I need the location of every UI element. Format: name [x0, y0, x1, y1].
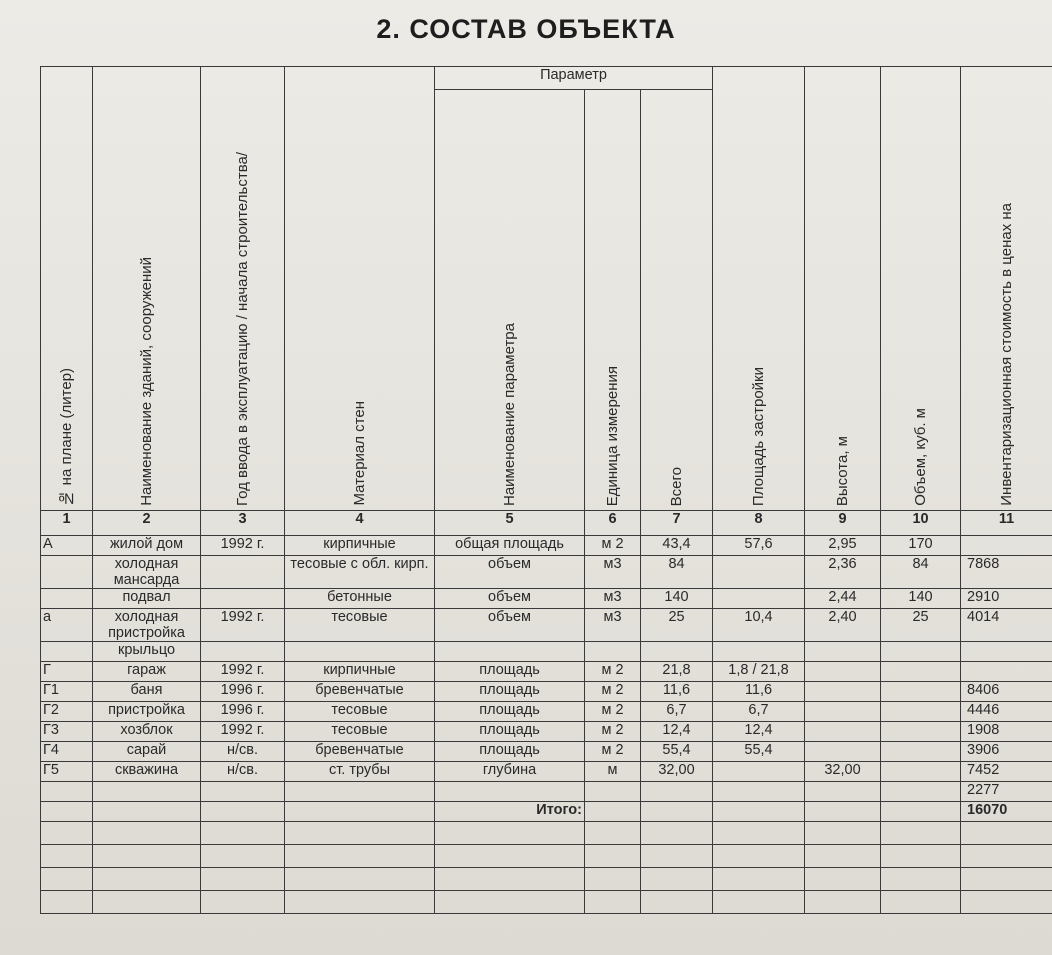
table-row — [41, 536, 1052, 556]
table-cell: 12,4 — [641, 722, 713, 742]
table-cell: 2,44 — [805, 589, 881, 609]
table-cell: н/св. — [201, 742, 285, 762]
table-row — [41, 556, 1052, 589]
header-year: Год ввода в эксплуатацию / начала строительства/ — [201, 67, 285, 511]
table-cell — [881, 702, 961, 722]
table-cell: м 2 — [585, 742, 641, 762]
table-cell: 21,8 — [641, 662, 713, 682]
table-cell: 11,6 — [713, 682, 805, 702]
table-cell — [961, 536, 1052, 556]
total-value: 16070 — [961, 802, 1052, 822]
empty-row — [41, 845, 1052, 868]
table-cell: тесовые — [285, 609, 435, 642]
table-cell: 1992 г. — [201, 536, 285, 556]
header-building-name: Наименование зданий, сооружений — [93, 67, 201, 511]
table-cell: а — [41, 609, 93, 642]
table-cell: м 2 — [585, 682, 641, 702]
table-cell: объем — [435, 589, 585, 609]
header-height: Высота, м — [805, 67, 881, 511]
table-cell: 2,95 — [805, 536, 881, 556]
table-cell: А — [41, 536, 93, 556]
table-cell: площадь — [435, 722, 585, 742]
table-cell: м 2 — [585, 662, 641, 682]
table-row — [41, 682, 1052, 702]
table-cell: 55,4 — [641, 742, 713, 762]
table-cell: 3906 — [961, 742, 1052, 762]
table-row — [41, 662, 1052, 682]
table-cell — [961, 662, 1052, 682]
table-cell: Г — [41, 662, 93, 682]
table-cell: 2,36 — [805, 556, 881, 589]
table-cell: площадь — [435, 682, 585, 702]
total-label: Итого: — [435, 802, 585, 822]
table-cell — [881, 762, 961, 782]
table-cell: м3 — [585, 609, 641, 642]
header-built-area: Площадь застройки — [713, 67, 805, 511]
header-inventory-cost: Инвентаризационная стоимость в ценах на — [961, 67, 1052, 511]
table-cell — [881, 682, 961, 702]
table-cell: 57,6 — [713, 536, 805, 556]
table-cell: пристройка — [93, 702, 201, 722]
table-cell: 170 — [881, 536, 961, 556]
table-cell — [201, 589, 285, 609]
table-cell: 84 — [641, 556, 713, 589]
table-cell: 7868 — [961, 556, 1052, 589]
table-row — [41, 609, 1052, 642]
table-cell — [881, 782, 961, 802]
table-cell: 1992 г. — [201, 662, 285, 682]
table-cell: баня — [93, 682, 201, 702]
table-cell: бревенчатые — [285, 682, 435, 702]
table-cell — [805, 642, 881, 662]
table-cell — [805, 722, 881, 742]
table-row — [41, 782, 1052, 802]
table-cell: Г3 — [41, 722, 93, 742]
object-composition-table — [40, 66, 1052, 914]
table-cell: 84 — [881, 556, 961, 589]
table-cell: холодная пристройка — [93, 609, 201, 642]
table-cell: 2277 — [961, 782, 1052, 802]
empty-row — [41, 822, 1052, 845]
table-cell: 43,4 — [641, 536, 713, 556]
table-cell: 4446 — [961, 702, 1052, 722]
table-cell: кирпичные — [285, 662, 435, 682]
table-cell: 1,8 / 21,8 — [713, 662, 805, 682]
table-cell: кирпичные — [285, 536, 435, 556]
table-cell — [641, 782, 713, 802]
table-row — [41, 742, 1052, 762]
table-cell: 2910 — [961, 589, 1052, 609]
table-cell: площадь — [435, 702, 585, 722]
table-cell: м 2 — [585, 702, 641, 722]
table-cell: тесовые с обл. кирп. — [285, 556, 435, 589]
table-cell: площадь — [435, 662, 585, 682]
header-plan-number: № на плане (литер) — [41, 67, 93, 511]
table-cell — [961, 642, 1052, 662]
table-cell: 140 — [641, 589, 713, 609]
table-cell — [41, 782, 93, 802]
table-cell: крыльцо — [93, 642, 201, 662]
table-cell: скважина — [93, 762, 201, 782]
table-cell — [713, 782, 805, 802]
table-cell: объем — [435, 609, 585, 642]
table-cell: жилой дом — [93, 536, 201, 556]
page-title: 2. СОСТАВ ОБЪЕКТА — [376, 14, 676, 44]
table-cell: ст. трубы — [285, 762, 435, 782]
table-cell: 32,00 — [805, 762, 881, 782]
table-cell: 4014 — [961, 609, 1052, 642]
table-cell: 1992 г. — [201, 722, 285, 742]
header-wall-material: Материал стен — [285, 67, 435, 511]
table-cell — [285, 782, 435, 802]
table-cell — [585, 642, 641, 662]
header-total: Всего — [641, 90, 713, 511]
table-cell: Г1 — [41, 682, 93, 702]
table-cell: 140 — [881, 589, 961, 609]
table-cell: 32,00 — [641, 762, 713, 782]
table-cell: м 2 — [585, 722, 641, 742]
table-cell: н/св. — [201, 762, 285, 782]
table-cell: тесовые — [285, 702, 435, 722]
table-row — [41, 762, 1052, 782]
table-row — [41, 722, 1052, 742]
table-cell — [881, 722, 961, 742]
table-cell — [713, 762, 805, 782]
table-cell — [881, 642, 961, 662]
table-cell — [713, 642, 805, 662]
table-cell — [93, 782, 201, 802]
table-cell: 1908 — [961, 722, 1052, 742]
table-cell: м3 — [585, 556, 641, 589]
table-cell — [435, 642, 585, 662]
header-unit: Единица измерения — [585, 90, 641, 511]
table-row — [41, 702, 1052, 722]
table-cell — [41, 589, 93, 609]
table-cell: глубина — [435, 762, 585, 782]
table-cell — [285, 642, 435, 662]
table-cell — [201, 782, 285, 802]
table-cell: м — [585, 762, 641, 782]
table-cell — [435, 782, 585, 802]
table-cell: холодная мансарда — [93, 556, 201, 589]
table-cell — [713, 589, 805, 609]
table-row — [41, 642, 1052, 662]
table-cell: 10,4 — [713, 609, 805, 642]
table-cell: м 2 — [585, 536, 641, 556]
header-volume: Объем, куб. м — [881, 67, 961, 511]
table-cell: тесовые — [285, 722, 435, 742]
table-cell: 6,7 — [641, 702, 713, 722]
table-cell — [881, 742, 961, 762]
table-cell — [713, 556, 805, 589]
total-row — [41, 802, 1052, 822]
table-cell — [805, 662, 881, 682]
table-cell: м3 — [585, 589, 641, 609]
table-cell — [41, 556, 93, 589]
header-parameter-group: Параметр — [435, 67, 713, 90]
table-cell: 8406 — [961, 682, 1052, 702]
table-row — [41, 589, 1052, 609]
table-cell: объем — [435, 556, 585, 589]
table-cell — [805, 682, 881, 702]
table-cell — [881, 662, 961, 682]
empty-row — [41, 868, 1052, 891]
table-cell — [201, 642, 285, 662]
table-cell: подвал — [93, 589, 201, 609]
table-cell — [805, 702, 881, 722]
table-cell: бетонные — [285, 589, 435, 609]
table-cell — [641, 642, 713, 662]
table-cell: 1992 г. — [201, 609, 285, 642]
table-cell: Г4 — [41, 742, 93, 762]
table-cell: 1996 г. — [201, 702, 285, 722]
table-cell: 25 — [641, 609, 713, 642]
table-cell: хозблок — [93, 722, 201, 742]
table-cell: 6,7 — [713, 702, 805, 722]
column-numbers-row: 1 2 3 4 5 6 7 8 9 10 11 — [41, 511, 1052, 536]
table-cell — [805, 782, 881, 802]
table-cell: Г5 — [41, 762, 93, 782]
table-cell: 7452 — [961, 762, 1052, 782]
table-cell: бревенчатые — [285, 742, 435, 762]
table-cell: 1996 г. — [201, 682, 285, 702]
table-cell: 12,4 — [713, 722, 805, 742]
table-cell — [585, 782, 641, 802]
table-cell: сарай — [93, 742, 201, 762]
table-cell: гараж — [93, 662, 201, 682]
table-cell: площадь — [435, 742, 585, 762]
empty-row — [41, 891, 1052, 914]
table-cell — [41, 642, 93, 662]
header-param-name: Наименование параметра — [435, 90, 585, 511]
table-cell: 25 — [881, 609, 961, 642]
table-cell — [201, 556, 285, 589]
table-cell: Г2 — [41, 702, 93, 722]
table-cell: 2,40 — [805, 609, 881, 642]
table-cell — [805, 742, 881, 762]
table-cell: общая площадь — [435, 536, 585, 556]
table-cell: 55,4 — [713, 742, 805, 762]
table-cell: 11,6 — [641, 682, 713, 702]
